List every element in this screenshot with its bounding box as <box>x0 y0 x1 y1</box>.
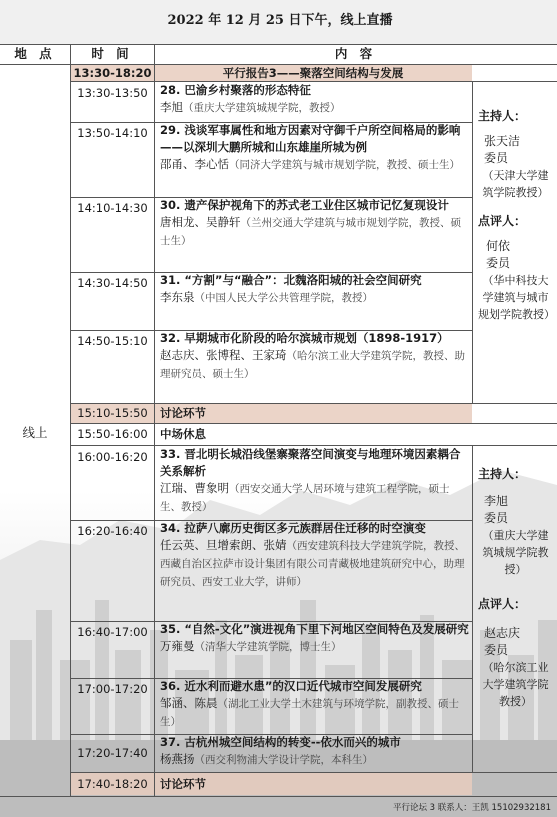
talk-title: 33. 晋北明长城沿线堡寨聚落空间演变与地理环境因素耦合关系解析 <box>160 447 461 478</box>
grid-line <box>154 44 155 64</box>
host-affiliation: （重庆大学建筑城规学院教授） <box>482 529 549 576</box>
grid-line <box>70 520 473 521</box>
talk-affiliation: （西安建筑科技大学建筑学院，教授、西藏自治区拉萨市设计集团有限公司青藏极地建筑研究中心，助理研究员、西安工业大学，讲师） <box>160 540 465 588</box>
grid-line <box>70 734 473 735</box>
footer-contact: 平行论坛 3 联系人：王凯 15102932181 <box>392 803 551 813</box>
talk-title: 30. 遗产保护视角下的苏式老工业住区城市记忆复现设计 <box>160 198 449 212</box>
session-time: 15:10-15:50 <box>71 404 154 423</box>
host-role: 委员 <box>484 151 509 165</box>
header-title: 2022 年 12 月 25 日下午，线上直播 <box>167 13 393 28</box>
session-time: 16:20-16:40 <box>77 524 148 538</box>
talk-34 <box>160 520 470 621</box>
grid-line <box>472 82 473 404</box>
reviewer-label: 点评人： <box>478 597 527 611</box>
session-time: 14:50-15:10 <box>77 334 148 348</box>
grid-line <box>70 81 557 82</box>
host-affiliation: （天津大学建筑学院教授） <box>482 169 549 199</box>
talk-37 <box>160 734 470 772</box>
host-label: 主持人： <box>478 109 527 123</box>
session-time: 14:10-14:30 <box>77 201 148 215</box>
talk-title: 34. 拉萨八廓历史街区多元族群居住迁移的时空演变 <box>160 521 426 535</box>
session-time: 17:40-18:20 <box>71 773 154 795</box>
session-time: 16:40-17:00 <box>77 625 148 639</box>
talk-28 <box>160 82 470 122</box>
grid-line <box>70 621 473 622</box>
host-reviewer-panel-2 <box>474 446 557 776</box>
session-time: 14:30-14:50 <box>77 276 148 290</box>
break: 中场休息 <box>160 427 206 441</box>
talk-authors: 李东泉 <box>160 290 195 304</box>
talk-authors: 杨燕扬 <box>160 752 195 766</box>
grid-line <box>472 446 473 773</box>
talk-authors: 唐相龙、吴静轩 <box>160 215 241 229</box>
reviewer-role: 委员 <box>486 256 511 270</box>
talk-affiliation: （同济大学建筑与城市规划学院，教授、硕士生） <box>229 159 460 171</box>
host-name: 张天洁 <box>484 134 521 148</box>
talk-29 <box>160 122 470 197</box>
discussion: 讨论环节 <box>154 773 472 795</box>
talk-affiliation: （哈尔滨工业大学建筑学院，教授、助理研究员、硕士生） <box>160 350 465 380</box>
place-value: 线上 <box>22 425 48 440</box>
session-time: 15:50-16:00 <box>77 427 148 441</box>
talk-affiliation: （湖北工业大学土木建筑与环境学院，副教授、硕士生） <box>160 698 459 728</box>
grid-line <box>70 678 473 679</box>
talk-affiliation: （兰州交通大学建筑与城市规划学院，教授、硕士生） <box>160 217 461 247</box>
reviewer-affiliation: （哈尔滨工业大学建筑学院教授） <box>482 661 549 708</box>
host-role: 委员 <box>484 511 509 525</box>
session-time: 13:30-18:20 <box>71 65 154 81</box>
grid-line <box>0 796 557 797</box>
session-time: 17:20-17:40 <box>77 746 148 760</box>
grid-line <box>0 44 557 45</box>
talk-title: 36. 近水利而避水患”的汉口近代城市空间发展研究 <box>160 679 422 693</box>
talk-authors: 李旭 <box>160 100 183 114</box>
session-time: 16:00-16:20 <box>77 450 148 464</box>
reviewer-name: 何依 <box>486 239 511 253</box>
discussion: 讨论环节 <box>154 404 472 423</box>
talk-affiliation: （清华大学建筑学院，博士生） <box>194 641 342 653</box>
grid-line <box>70 272 473 273</box>
grid-line <box>70 423 557 424</box>
reviewer-affiliation: （华中科技大学建筑与城市规划学院教授） <box>478 274 555 321</box>
grid-line <box>70 403 557 404</box>
talk-32 <box>160 330 470 403</box>
reviewer-name: 赵志庆 <box>484 626 521 640</box>
grid-line <box>70 772 557 773</box>
host-name: 李旭 <box>484 494 509 508</box>
session-time: 13:50-14:10 <box>77 126 148 140</box>
talk-31 <box>160 272 470 330</box>
grid-line <box>70 197 473 198</box>
grid-line <box>70 44 71 796</box>
reviewer-role: 委员 <box>484 643 509 657</box>
grid-line <box>70 330 473 331</box>
talk-affiliation: （中国人民大学公共管理学院，教授） <box>194 292 373 304</box>
grid-line <box>70 445 557 446</box>
talk-title: 31. “方割”与“融合”：北魏洛阳城的社会空间研究 <box>160 273 422 287</box>
host-reviewer-panel-1 <box>474 82 557 422</box>
grid-line <box>0 64 557 65</box>
col-place: 地 点 <box>14 46 56 61</box>
grid-line <box>154 64 155 796</box>
talk-title: 32. 早期城市化阶段的哈尔滨城市规划（1898-1917） <box>160 331 449 345</box>
col-content: 内 容 <box>334 46 377 61</box>
talk-33 <box>160 446 470 520</box>
talk-authors: 江瑞、曹象明 <box>160 481 229 495</box>
talk-authors: 赵志庆、张博程、王家琦 <box>160 348 287 362</box>
talk-title: 28. 巴渝乡村聚落的形态特征 <box>160 83 311 97</box>
talk-authors: 邹涵、陈晨 <box>160 696 218 710</box>
reviewer-label: 点评人： <box>478 214 527 228</box>
talk-affiliation: （西安交通大学人居环境与建筑工程学院，硕士生、教授） <box>160 483 450 513</box>
talk-authors: 邵甬、李心恬 <box>160 157 229 171</box>
host-label: 主持人： <box>478 467 527 481</box>
talk-affiliation: （重庆大学建筑城规学院，教授） <box>183 102 341 114</box>
talk-authors: 万雍曼 <box>160 639 195 653</box>
session-title: 平行报告3——聚落空间结构与发展 <box>154 65 472 81</box>
talk-title: 29. 浅谈军事属性和地方因素对守御千户所空间格局的影响——以深圳大鹏所城和山东雄崖所城为例 <box>160 123 461 154</box>
talk-affiliation: （西交利物浦大学设计学院，本科生） <box>194 754 373 766</box>
talk-title: 37. 古杭州城空间结构的转变--依水而兴的城市 <box>160 735 401 749</box>
talk-36 <box>160 678 470 734</box>
talk-35 <box>160 621 470 678</box>
talk-authors: 任云英、旦增索朗、张婧 <box>160 538 287 552</box>
session-time: 17:00-17:20 <box>77 682 148 696</box>
talk-30 <box>160 197 470 272</box>
col-time: 时 间 <box>91 46 133 61</box>
grid-line <box>70 122 473 123</box>
session-time: 13:30-13:50 <box>77 86 148 100</box>
talk-title: 35. “自然-文化”演进视角下里下河地区空间特色及发展研究 <box>160 622 469 636</box>
